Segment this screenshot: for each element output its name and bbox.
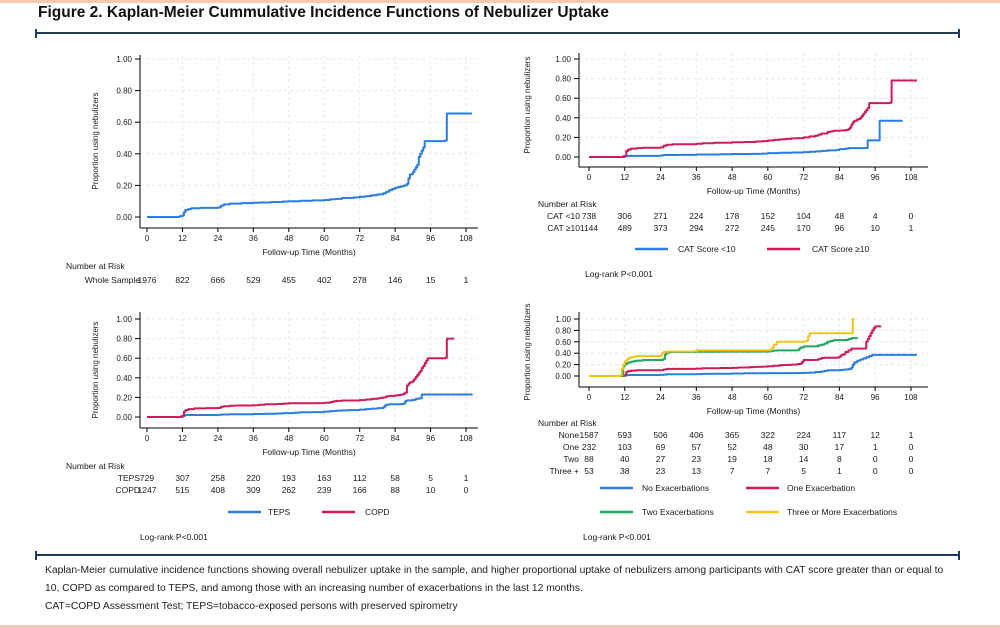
y-tick-label: 0.80	[116, 334, 132, 344]
figure-caption: Kaplan-Meier cumulative incidence functions showing overall nebulizer uptake in the sample, and higher proportional uptake of nebulizers among participants with CAT score greater than or equal to 10, COPD as compared to TEPS, and among those with an increasing number of exacerbations in the last 12 months.	[45, 565, 944, 595]
risk-count: 1	[463, 275, 469, 285]
figure-title: Figure 2. Kaplan-Meier Cummulative Incidence Functions of Nebulizer Uptake	[38, 4, 610, 21]
risk-count: 262	[281, 485, 296, 495]
risk-count: 489	[617, 223, 632, 233]
x-tick-label: 48	[284, 234, 294, 243]
risk-count: 57	[691, 442, 702, 452]
number-at-risk-header: Number at Risk	[66, 261, 125, 271]
risk-count: 27	[655, 454, 666, 464]
y-tick-label: 0.20	[116, 181, 132, 191]
risk-count: 53	[584, 466, 594, 476]
y-tick-label: 0.00	[116, 413, 132, 422]
risk-count: 232	[581, 442, 597, 452]
gridlines	[140, 312, 478, 428]
x-tick-label: 48	[727, 173, 737, 182]
x-tick-label: 96	[870, 173, 880, 182]
legend	[635, 244, 870, 254]
x-tick-label: 72	[799, 393, 809, 402]
x-tick-label: 0	[586, 173, 592, 182]
axes	[523, 304, 928, 416]
x-tick-label: 24	[656, 173, 665, 182]
risk-count: 117	[832, 430, 847, 440]
rule-bar	[35, 554, 960, 556]
risk-count: 5	[428, 473, 433, 483]
risk-count: 146	[388, 275, 403, 285]
series	[589, 319, 917, 376]
x-tick-label: 12	[620, 173, 630, 182]
risk-count: 178	[724, 211, 740, 221]
abbreviation-footnote: CAT=COPD Assessment Test; TEPS=tobacco-exposed persons with preserved spirometry	[45, 601, 458, 612]
x-tick-label: 84	[390, 434, 400, 443]
risk-count: 593	[617, 430, 632, 440]
risk-count: 104	[796, 211, 811, 221]
y-tick-label: 0.60	[116, 354, 132, 364]
risk-count: 455	[281, 275, 296, 285]
risk-count: 23	[691, 454, 702, 464]
y-tick-label: 0.00	[555, 372, 571, 381]
x-tick-label: 24	[656, 393, 665, 402]
risk-count: 12	[870, 430, 880, 440]
x-tick-label: 60	[319, 234, 329, 243]
x-tick-label: 84	[834, 173, 844, 182]
risk-count: 8	[837, 454, 842, 464]
risk-count: 15	[425, 275, 436, 285]
risk-count: 271	[653, 211, 668, 221]
risk-row-label: CAT ≥10	[547, 223, 580, 233]
risk-count: 30	[798, 442, 809, 452]
x-tick-label: 60	[319, 434, 329, 443]
risk-count: 402	[317, 275, 332, 285]
legend-label: COPD	[365, 507, 390, 517]
panel-exacerbations	[505, 300, 995, 555]
risk-count: 88	[584, 454, 594, 464]
risk-count: 666	[210, 275, 225, 285]
number-at-risk-table	[66, 461, 469, 495]
risk-count: 822	[175, 275, 190, 285]
x-tick-label: 108	[904, 173, 918, 182]
risk-count: 152	[760, 211, 775, 221]
risk-count: 10	[870, 223, 880, 233]
x-tick-label: 60	[763, 173, 773, 182]
risk-count: 224	[689, 211, 704, 221]
risk-count: 0	[908, 442, 914, 452]
risk-count: 1587	[579, 430, 599, 440]
x-tick-label: 36	[691, 393, 701, 402]
x-tick-label: 72	[355, 234, 365, 243]
risk-count: 13	[691, 466, 702, 476]
number-at-risk-header: Number at Risk	[66, 461, 125, 471]
x-axis-title: Follow-up Time (Months)	[706, 186, 801, 196]
y-tick-label: 0.40	[555, 349, 571, 359]
risk-count: 309	[246, 485, 261, 495]
risk-count: 0	[872, 454, 878, 464]
y-tick-label: 0.20	[116, 393, 132, 403]
y-axis-title: Proportion using nebulizers	[91, 321, 100, 419]
km-curve-whole-sample	[147, 114, 472, 217]
risk-count: 10	[425, 485, 436, 495]
risk-count: 529	[246, 275, 261, 285]
risk-count: 88	[390, 485, 400, 495]
y-tick-label: 0.60	[116, 118, 132, 128]
risk-count: 506	[653, 430, 668, 440]
x-tick-label: 84	[834, 393, 844, 402]
x-axis-title: Follow-up Time (Months)	[706, 406, 801, 416]
x-tick-label: 96	[870, 393, 880, 402]
risk-row-label: Whole Sample	[84, 275, 140, 285]
km-curve-no-exacerbations	[589, 355, 917, 376]
x-tick-label: 108	[459, 234, 473, 243]
risk-count: 23	[655, 466, 666, 476]
risk-count: 1	[463, 473, 469, 483]
risk-count: 0	[463, 485, 469, 495]
risk-count: 1	[908, 430, 914, 440]
x-tick-label: 36	[248, 234, 258, 243]
y-tick-label: 0.80	[555, 326, 571, 336]
risk-row-label: CAT <10	[547, 211, 580, 221]
risk-row-label: TEPS	[117, 473, 140, 483]
number-at-risk-header: Number at Risk	[538, 418, 597, 428]
y-axis-title: Proportion using nebulizers	[523, 303, 532, 401]
risk-count: 96	[834, 223, 845, 233]
x-tick-label: 0	[144, 234, 150, 243]
risk-count: 258	[210, 473, 225, 483]
risk-count: 5	[801, 466, 806, 476]
risk-count: 48	[834, 211, 845, 221]
series	[589, 81, 917, 157]
risk-count: 163	[317, 473, 332, 483]
panel-whole-sample	[38, 45, 498, 300]
x-tick-label: 24	[213, 234, 223, 243]
km-curve-cat-score-10	[589, 120, 902, 157]
number-at-risk-table	[538, 199, 914, 233]
risk-count: 0	[908, 211, 914, 221]
x-tick-label: 84	[390, 234, 400, 243]
x-axis-title: Follow-up Time (Months)	[262, 247, 356, 257]
km-curve-copd	[147, 339, 454, 417]
y-tick-label: 1.00	[116, 55, 132, 64]
risk-count: 38	[620, 466, 630, 476]
km-plot-whole-sample	[38, 45, 498, 300]
x-tick-label: 48	[727, 393, 737, 402]
y-tick-label: 0.40	[555, 113, 571, 123]
panel-cat-score	[505, 45, 995, 295]
risk-count: 7	[765, 466, 771, 476]
risk-count: 278	[352, 275, 367, 285]
x-tick-label: 108	[459, 434, 473, 443]
risk-count: 0	[908, 466, 914, 476]
risk-count: 103	[617, 442, 632, 452]
risk-count: 170	[796, 223, 811, 233]
axes	[523, 53, 928, 196]
legend	[600, 483, 897, 517]
risk-count: 1	[837, 466, 842, 476]
bottom-rule	[35, 551, 960, 560]
risk-row-label: One	[562, 442, 579, 452]
risk-count: 17	[834, 442, 845, 452]
y-tick-label: 0.80	[555, 74, 571, 84]
y-axis-title: Proportion using nebulizers	[523, 56, 532, 154]
risk-count: 738	[581, 211, 597, 221]
x-tick-label: 96	[426, 234, 436, 243]
risk-row-label: Three +	[549, 466, 579, 476]
risk-count: 294	[689, 223, 704, 233]
y-tick-label: 0.60	[555, 94, 571, 104]
y-tick-label: 0.80	[116, 86, 132, 96]
risk-count: 1	[872, 442, 878, 452]
x-axis-title: Follow-up Time (Months)	[262, 447, 356, 457]
risk-count: 224	[796, 430, 811, 440]
legend-label: Three or More Exacerbations	[787, 507, 898, 517]
x-tick-label: 0	[586, 393, 592, 402]
risk-count: 365	[724, 430, 740, 440]
risk-count: 166	[352, 485, 367, 495]
x-tick-label: 12	[620, 393, 630, 402]
y-tick-label: 0.40	[116, 149, 132, 159]
risk-count: 58	[390, 473, 400, 483]
logrank-p-value: Log-rank P<0.001	[583, 532, 651, 542]
legend-label: No Exacerbations	[642, 483, 710, 493]
y-tick-label: 0.20	[555, 360, 571, 370]
x-tick-label: 72	[799, 173, 809, 182]
x-tick-label: 96	[426, 434, 436, 443]
risk-count: 408	[210, 485, 225, 495]
top-rule	[35, 29, 960, 38]
y-tick-label: 1.00	[555, 315, 571, 324]
series	[147, 114, 472, 217]
rule-bar	[35, 32, 960, 34]
x-tick-label: 36	[248, 434, 258, 443]
risk-count: 0	[872, 466, 878, 476]
risk-count: 272	[724, 223, 740, 233]
y-tick-label: 0.00	[555, 153, 571, 162]
risk-count: 18	[763, 454, 773, 464]
risk-count: 1976	[137, 275, 157, 285]
y-tick-label: 1.00	[116, 315, 132, 324]
rule-endcap-right	[958, 551, 960, 560]
legend-label: CAT Score ≥10	[812, 244, 870, 254]
risk-count: 239	[317, 485, 332, 495]
km-plot-exacerbations	[505, 300, 995, 555]
number-at-risk-table	[538, 418, 914, 476]
risk-count: 307	[175, 473, 190, 483]
x-tick-label: 72	[355, 434, 365, 443]
risk-count: 69	[655, 442, 666, 452]
risk-count: 1	[908, 223, 914, 233]
risk-count: 1247	[137, 485, 157, 495]
x-tick-label: 24	[213, 434, 223, 443]
y-tick-label: 1.00	[555, 55, 571, 64]
risk-count: 48	[763, 442, 773, 452]
logrank-p-value: Log-rank P<0.001	[585, 269, 653, 279]
risk-count: 40	[620, 454, 630, 464]
x-tick-label: 0	[144, 434, 150, 443]
legend-label: One Exacerbation	[787, 483, 856, 493]
risk-count: 306	[617, 211, 632, 221]
axes	[91, 312, 478, 457]
risk-count: 322	[760, 430, 775, 440]
x-tick-label: 60	[763, 393, 773, 402]
risk-count: 1144	[579, 223, 599, 233]
x-tick-label: 12	[177, 234, 187, 243]
risk-row-label: Two	[563, 454, 579, 464]
risk-count: 193	[281, 473, 296, 483]
panel-teps-copd	[38, 300, 498, 555]
risk-count: 52	[727, 442, 737, 452]
risk-count: 515	[175, 485, 190, 495]
number-at-risk-header: Number at Risk	[538, 199, 597, 209]
risk-row-label: COPD	[115, 485, 140, 495]
rule-endcap-right	[958, 29, 960, 38]
x-tick-label: 36	[691, 173, 701, 182]
legend-label: CAT Score <10	[678, 244, 736, 254]
x-tick-label: 108	[904, 393, 918, 402]
y-tick-label: 0.20	[555, 133, 571, 143]
risk-count: 4	[872, 211, 878, 221]
logrank-p-value: Log-rank P<0.001	[140, 532, 208, 542]
y-axis-title: Proportion using nebulizers	[91, 92, 100, 190]
top-accent-border	[0, 0, 1000, 3]
risk-count: 406	[689, 430, 704, 440]
km-plot-teps-copd	[38, 300, 498, 555]
risk-count: 373	[653, 223, 668, 233]
km-plot-cat-score	[505, 45, 995, 295]
legend-label: Two Exacerbations	[642, 507, 714, 517]
risk-count: 729	[139, 473, 155, 483]
y-tick-label: 0.60	[555, 337, 571, 347]
y-tick-label: 0.40	[116, 373, 132, 383]
legend	[228, 507, 390, 517]
risk-count: 7	[729, 466, 735, 476]
risk-row-label: None	[558, 430, 579, 440]
risk-count: 19	[727, 454, 737, 464]
number-at-risk-table	[66, 261, 469, 285]
risk-count: 14	[798, 454, 809, 464]
risk-count: 112	[352, 473, 367, 483]
risk-count: 245	[760, 223, 775, 233]
x-tick-label: 12	[177, 434, 187, 443]
y-tick-label: 0.00	[116, 213, 132, 222]
legend-label: TEPS	[268, 507, 291, 517]
x-tick-label: 48	[284, 434, 294, 443]
risk-count: 0	[908, 454, 914, 464]
risk-count: 220	[246, 473, 261, 483]
